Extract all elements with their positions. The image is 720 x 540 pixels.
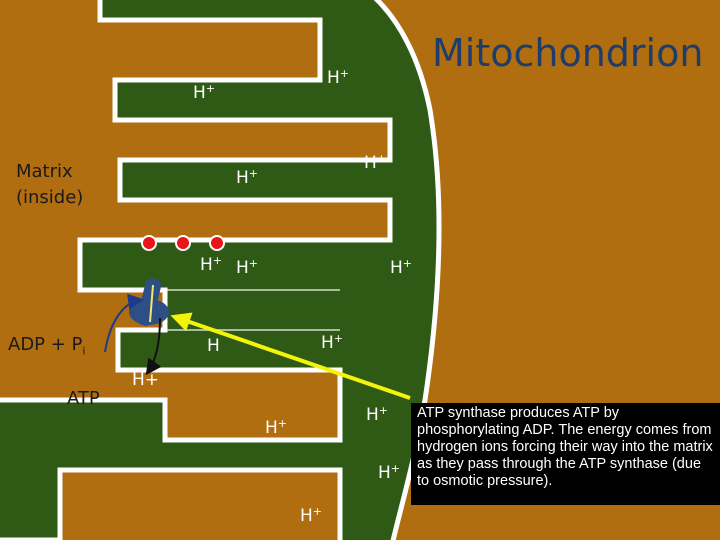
diagram-title: Mitochondrion (432, 31, 704, 75)
adp-label-main: ADP + P (8, 334, 83, 355)
proton-label: H+ (193, 82, 216, 103)
atp-label: ATP (67, 388, 100, 409)
proton-label: H+ (236, 167, 259, 188)
proton-dot-2 (176, 236, 190, 250)
proton-label: H+ (390, 257, 413, 278)
proton-label: H+ (366, 404, 389, 425)
proton-label: H+ (378, 462, 401, 483)
proton-label: H+ (200, 254, 223, 275)
proton-label: H+ (300, 505, 323, 526)
proton-label: H+ (364, 152, 387, 173)
adp-label-sub: i (82, 344, 86, 358)
proton-label: H+ (236, 257, 259, 278)
caption-box: ATP synthase produces ATP by phosphorylating ADP. The energy comes from hydrogen ions forcing their way into the matrix as they pass through the ATP synthase (due to osmotic pressure). (411, 403, 720, 505)
adp-label (8, 336, 85, 357)
proton-label: H+ (327, 67, 350, 88)
proton-label: H+ (265, 417, 288, 438)
matrix-label-line1: Matrix (16, 161, 73, 182)
proton-label-plain: H+ (132, 370, 160, 390)
proton-label: H+ (321, 332, 344, 353)
matrix-label-line2: (inside) (16, 187, 84, 208)
proton-dot-3 (210, 236, 224, 250)
proton-label-partial: H (207, 336, 220, 356)
proton-dot-1 (142, 236, 156, 250)
